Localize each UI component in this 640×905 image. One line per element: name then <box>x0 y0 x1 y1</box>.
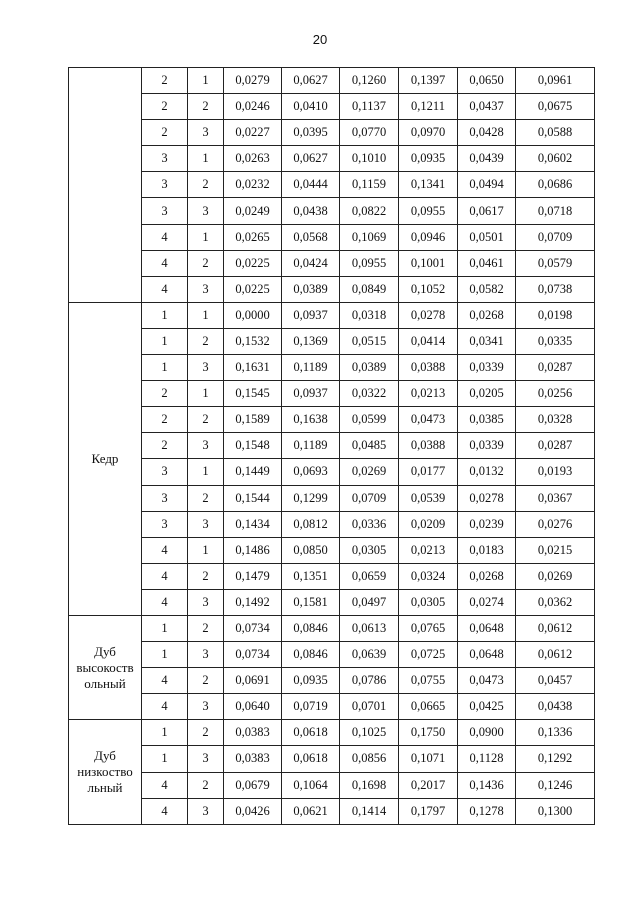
table-row <box>69 511 595 537</box>
table-cell: 0,0193 <box>516 459 595 485</box>
table-row <box>69 615 595 641</box>
table-cell: 0,1278 <box>458 798 516 824</box>
table-cell: 3 <box>188 589 224 615</box>
table-cell: 0,0232 <box>224 172 282 198</box>
table-row <box>69 250 595 276</box>
table-cell: 0,0461 <box>458 250 516 276</box>
table-cell: 0,1479 <box>224 563 282 589</box>
table-cell: 0,1631 <box>224 355 282 381</box>
table-cell: 0,0701 <box>340 694 399 720</box>
table-row <box>69 302 595 328</box>
table-cell: 3 <box>188 511 224 537</box>
table-cell: 0,0269 <box>516 563 595 589</box>
table-cell: 0,0318 <box>340 302 399 328</box>
table-cell: 0,0627 <box>282 146 340 172</box>
table-cell: 3 <box>142 172 188 198</box>
table-cell: 0,0362 <box>516 589 595 615</box>
table-row <box>69 485 595 511</box>
table-row <box>69 328 595 354</box>
table-cell: 0,0287 <box>516 433 595 459</box>
table-cell: 0,0955 <box>399 198 458 224</box>
table-row <box>69 746 595 772</box>
table-cell: 2 <box>142 68 188 94</box>
table-cell: 0,0718 <box>516 198 595 224</box>
table-cell: 2 <box>142 120 188 146</box>
table-cell: 0,0385 <box>458 407 516 433</box>
table-cell: 0,0177 <box>399 459 458 485</box>
table-cell: 2 <box>188 250 224 276</box>
group-label-cell: Дуб высокоств ольный <box>69 615 142 719</box>
table-cell: 0,0734 <box>224 615 282 641</box>
table-cell: 0,0438 <box>516 694 595 720</box>
table-cell: 3 <box>142 511 188 537</box>
table-cell: 0,1397 <box>399 68 458 94</box>
table-cell: 3 <box>188 694 224 720</box>
table-cell: 0,0515 <box>340 328 399 354</box>
table-cell: 0,0383 <box>224 746 282 772</box>
table-row <box>69 94 595 120</box>
table-cell: 0,0725 <box>399 642 458 668</box>
table-row <box>69 589 595 615</box>
table-cell: 0,0225 <box>224 276 282 302</box>
table-cell: 0,0457 <box>516 668 595 694</box>
table-cell: 0,1260 <box>340 68 399 94</box>
table-cell: 0,0209 <box>399 511 458 537</box>
table-cell: 4 <box>142 276 188 302</box>
table-cell: 1 <box>188 459 224 485</box>
table-cell: 0,1300 <box>516 798 595 824</box>
table-cell: 0,0246 <box>224 94 282 120</box>
table-cell: 0,0786 <box>340 668 399 694</box>
table-cell: 0,1001 <box>399 250 458 276</box>
table-cell: 4 <box>142 224 188 250</box>
table-cell: 0,1052 <box>399 276 458 302</box>
table-cell: 4 <box>142 563 188 589</box>
table-cell: 0,0335 <box>516 328 595 354</box>
table-cell: 3 <box>142 485 188 511</box>
table-row <box>69 276 595 302</box>
table-row <box>69 146 595 172</box>
table-cell: 0,1010 <box>340 146 399 172</box>
table-cell: 2 <box>188 485 224 511</box>
table-cell: 3 <box>142 459 188 485</box>
table-cell: 0,0679 <box>224 772 282 798</box>
table-cell: 0,0568 <box>282 224 340 250</box>
table-cell: 2 <box>188 772 224 798</box>
table-cell: 3 <box>188 798 224 824</box>
table-cell: 3 <box>188 746 224 772</box>
table-cell: 0,1128 <box>458 746 516 772</box>
table-cell: 0,0709 <box>516 224 595 250</box>
table-cell: 0,0322 <box>340 381 399 407</box>
table-cell: 0,1414 <box>340 798 399 824</box>
table-cell: 0,1544 <box>224 485 282 511</box>
table-cell: 1 <box>188 146 224 172</box>
table-cell: 0,1189 <box>282 433 340 459</box>
table-cell: 0,0339 <box>458 355 516 381</box>
table-cell: 0,0437 <box>458 94 516 120</box>
table-row <box>69 224 595 250</box>
table-cell: 0,0438 <box>282 198 340 224</box>
table-row <box>69 772 595 798</box>
table-cell: 0,0389 <box>340 355 399 381</box>
table-cell: 0,0937 <box>282 302 340 328</box>
table-cell: 0,0213 <box>399 537 458 563</box>
table-cell: 2 <box>142 407 188 433</box>
table-cell: 0,0850 <box>282 537 340 563</box>
table-cell: 0,0812 <box>282 511 340 537</box>
table-cell: 2 <box>188 615 224 641</box>
table-cell: 3 <box>188 642 224 668</box>
table-cell: 0,1750 <box>399 720 458 746</box>
table-cell: 0,0265 <box>224 224 282 250</box>
table-cell: 0,0473 <box>458 668 516 694</box>
table-cell: 4 <box>142 772 188 798</box>
table-cell: 0,1064 <box>282 772 340 798</box>
table-cell: 2 <box>188 407 224 433</box>
table-cell: 0,0627 <box>282 68 340 94</box>
table-cell: 1 <box>142 642 188 668</box>
table-cell: 0,0249 <box>224 198 282 224</box>
group-label-cell: Кедр <box>69 302 142 615</box>
table-cell: 0,0336 <box>340 511 399 537</box>
table-cell: 0,0935 <box>282 668 340 694</box>
table-cell: 0,1589 <box>224 407 282 433</box>
table-cell: 0,1492 <box>224 589 282 615</box>
table-cell: 0,0278 <box>399 302 458 328</box>
table-cell: 2 <box>188 720 224 746</box>
table-cell: 0,1698 <box>340 772 399 798</box>
table-cell: 0,0856 <box>340 746 399 772</box>
table-cell: 2 <box>142 94 188 120</box>
table-cell: 2 <box>188 328 224 354</box>
table-cell: 1 <box>142 746 188 772</box>
data-table <box>68 67 595 825</box>
table-cell: 0,0424 <box>282 250 340 276</box>
table-cell: 0,1211 <box>399 94 458 120</box>
table-body <box>69 68 595 825</box>
table-cell: 0,0686 <box>516 172 595 198</box>
table-cell: 0,0183 <box>458 537 516 563</box>
table-row <box>69 537 595 563</box>
table-cell: 0,0970 <box>399 120 458 146</box>
table-cell: 0,0659 <box>340 563 399 589</box>
table-cell: 0,0946 <box>399 224 458 250</box>
table-cell: 0,1638 <box>282 407 340 433</box>
table-cell: 1 <box>188 224 224 250</box>
table-cell: 0,0640 <box>224 694 282 720</box>
table-cell: 0,0279 <box>224 68 282 94</box>
table-cell: 4 <box>142 798 188 824</box>
table-cell: 0,0849 <box>340 276 399 302</box>
table-cell: 0,0935 <box>399 146 458 172</box>
table-cell: 0,1159 <box>340 172 399 198</box>
table-row <box>69 720 595 746</box>
table-cell: 0,0691 <box>224 668 282 694</box>
table-cell: 0,0268 <box>458 302 516 328</box>
table-cell: 0,0367 <box>516 485 595 511</box>
table-cell: 1 <box>142 355 188 381</box>
table-cell: 0,1025 <box>340 720 399 746</box>
table-cell: 0,1434 <box>224 511 282 537</box>
table-cell: 3 <box>188 198 224 224</box>
table-row <box>69 668 595 694</box>
table-row <box>69 407 595 433</box>
table-cell: 0,0198 <box>516 302 595 328</box>
table-cell: 0,0324 <box>399 563 458 589</box>
table-cell: 0,0389 <box>282 276 340 302</box>
table-cell: 0,0305 <box>399 589 458 615</box>
table-cell: 0,0339 <box>458 433 516 459</box>
group-label-cell <box>69 68 142 303</box>
table-cell: 0,0613 <box>340 615 399 641</box>
table-cell: 0,0278 <box>458 485 516 511</box>
table-row <box>69 355 595 381</box>
table-cell: 2 <box>188 668 224 694</box>
table-row <box>69 120 595 146</box>
table-cell: 4 <box>142 250 188 276</box>
table-cell: 2 <box>188 563 224 589</box>
table-cell: 0,0213 <box>399 381 458 407</box>
table-cell: 0,0388 <box>399 433 458 459</box>
table-cell: 0,0444 <box>282 172 340 198</box>
table-cell: 0,0328 <box>516 407 595 433</box>
table-cell: 0,2017 <box>399 772 458 798</box>
table-cell: 0,0579 <box>516 250 595 276</box>
table-row <box>69 563 595 589</box>
table-cell: 0,0439 <box>458 146 516 172</box>
table-cell: 0,1797 <box>399 798 458 824</box>
table-cell: 0,0501 <box>458 224 516 250</box>
table-cell: 0,0497 <box>340 589 399 615</box>
table-cell: 3 <box>142 146 188 172</box>
table-cell: 0,0719 <box>282 694 340 720</box>
table-row <box>69 798 595 824</box>
table-cell: 0,0955 <box>340 250 399 276</box>
table-cell: 0,1581 <box>282 589 340 615</box>
table-cell: 2 <box>188 172 224 198</box>
table-cell: 0,0617 <box>458 198 516 224</box>
table-cell: 1 <box>188 381 224 407</box>
table-cell: 3 <box>142 198 188 224</box>
table-cell: 0,1189 <box>282 355 340 381</box>
table-row <box>69 642 595 668</box>
group-label-cell: Дуб низкоство льный <box>69 720 142 824</box>
table-cell: 1 <box>142 720 188 746</box>
table-cell: 0,0822 <box>340 198 399 224</box>
table-cell: 0,0268 <box>458 563 516 589</box>
table-cell: 0,0395 <box>282 120 340 146</box>
table-cell: 0,0215 <box>516 537 595 563</box>
table-cell: 0,1532 <box>224 328 282 354</box>
table-row <box>69 198 595 224</box>
table-cell: 0,1071 <box>399 746 458 772</box>
table-cell: 0,0648 <box>458 642 516 668</box>
table-cell: 0,0650 <box>458 68 516 94</box>
table-cell: 0,0305 <box>340 537 399 563</box>
table-row <box>69 694 595 720</box>
table-cell: 0,1449 <box>224 459 282 485</box>
table-row <box>69 381 595 407</box>
table-cell: 0,0269 <box>340 459 399 485</box>
table-cell: 0,0846 <box>282 615 340 641</box>
table-cell: 0,1246 <box>516 772 595 798</box>
table-cell: 0,0937 <box>282 381 340 407</box>
table-cell: 1 <box>188 537 224 563</box>
table-cell: 0,0132 <box>458 459 516 485</box>
table-cell: 0,0648 <box>458 615 516 641</box>
table-cell: 0,0755 <box>399 668 458 694</box>
table-cell: 0,0274 <box>458 589 516 615</box>
table-row <box>69 433 595 459</box>
table-cell: 2 <box>142 381 188 407</box>
table-row <box>69 459 595 485</box>
table-cell: 4 <box>142 694 188 720</box>
table-cell: 0,0225 <box>224 250 282 276</box>
table-cell: 0,0539 <box>399 485 458 511</box>
table-cell: 0,1369 <box>282 328 340 354</box>
table-cell: 0,0618 <box>282 720 340 746</box>
table-cell: 0,0738 <box>516 276 595 302</box>
table-cell: 0,0612 <box>516 615 595 641</box>
table-cell: 0,0588 <box>516 120 595 146</box>
table-row <box>69 68 595 94</box>
table-cell: 0,0618 <box>282 746 340 772</box>
table-cell: 0,0227 <box>224 120 282 146</box>
table-cell: 3 <box>188 355 224 381</box>
table-cell: 0,0734 <box>224 642 282 668</box>
table-cell: 0,0582 <box>458 276 516 302</box>
table-cell: 0,1351 <box>282 563 340 589</box>
table-cell: 1 <box>142 615 188 641</box>
table-cell: 3 <box>188 120 224 146</box>
table-cell: 0,0485 <box>340 433 399 459</box>
table-cell: 0,1336 <box>516 720 595 746</box>
table-cell: 0,0693 <box>282 459 340 485</box>
table-cell: 0,0494 <box>458 172 516 198</box>
table-cell: 0,0961 <box>516 68 595 94</box>
table-cell: 0,0414 <box>399 328 458 354</box>
table-cell: 0,1137 <box>340 94 399 120</box>
table-cell: 0,0665 <box>399 694 458 720</box>
table-cell: 4 <box>142 537 188 563</box>
table-cell: 0,0675 <box>516 94 595 120</box>
table-cell: 0,1292 <box>516 746 595 772</box>
table-cell: 1 <box>142 328 188 354</box>
table-cell: 3 <box>188 276 224 302</box>
table-cell: 0,0388 <box>399 355 458 381</box>
table-cell: 0,0287 <box>516 355 595 381</box>
table-cell: 0,0383 <box>224 720 282 746</box>
table-cell: 0,0709 <box>340 485 399 511</box>
table-cell: 3 <box>188 433 224 459</box>
table-cell: 0,0599 <box>340 407 399 433</box>
table-cell: 0,1299 <box>282 485 340 511</box>
table-cell: 0,0602 <box>516 146 595 172</box>
table-cell: 0,1486 <box>224 537 282 563</box>
table-cell: 4 <box>142 589 188 615</box>
table-cell: 1 <box>188 68 224 94</box>
table-cell: 0,1545 <box>224 381 282 407</box>
table-row <box>69 172 595 198</box>
table-cell: 0,0410 <box>282 94 340 120</box>
table-cell: 0,0428 <box>458 120 516 146</box>
table-cell: 0,0770 <box>340 120 399 146</box>
table-cell: 0,0239 <box>458 511 516 537</box>
table-cell: 2 <box>142 433 188 459</box>
table-cell: 0,0426 <box>224 798 282 824</box>
table-cell: 2 <box>188 94 224 120</box>
table-cell: 0,0612 <box>516 642 595 668</box>
table-cell: 1 <box>142 302 188 328</box>
table-cell: 0,1069 <box>340 224 399 250</box>
table-cell: 0,0425 <box>458 694 516 720</box>
table-cell: 0,1341 <box>399 172 458 198</box>
table-cell: 0,1436 <box>458 772 516 798</box>
table-cell: 0,0263 <box>224 146 282 172</box>
page-number: 20 <box>312 32 328 47</box>
table-cell: 0,0900 <box>458 720 516 746</box>
table-cell: 0,0276 <box>516 511 595 537</box>
table-cell: 0,0765 <box>399 615 458 641</box>
table-cell: 0,0473 <box>399 407 458 433</box>
table-cell: 0,1548 <box>224 433 282 459</box>
table-cell: 0,0000 <box>224 302 282 328</box>
table-cell: 4 <box>142 668 188 694</box>
table-cell: 0,0256 <box>516 381 595 407</box>
table-cell: 0,0639 <box>340 642 399 668</box>
table-cell: 0,0621 <box>282 798 340 824</box>
table-cell: 0,0205 <box>458 381 516 407</box>
table-cell: 0,0846 <box>282 642 340 668</box>
table-cell: 1 <box>188 302 224 328</box>
table-cell: 0,0341 <box>458 328 516 354</box>
